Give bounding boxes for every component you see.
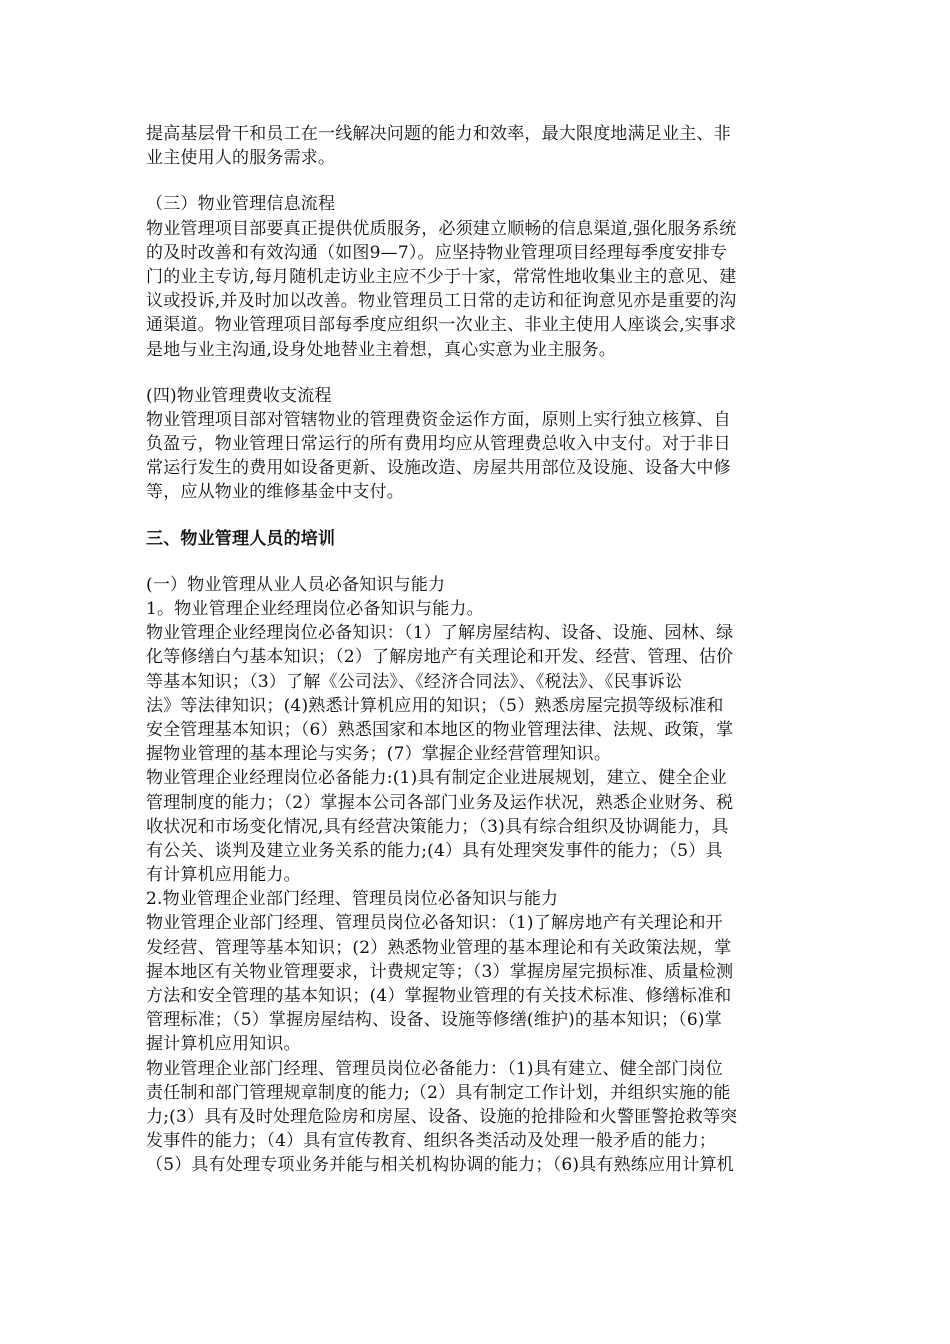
text-line: 常运行发生的费用如设备更新、设施改造、房屋共用部位及设施、设备大中修 [146, 458, 731, 479]
section-info-flow [146, 192, 814, 361]
chapter-heading: 三、物业管理人员的培训 [146, 528, 336, 549]
text-line: 有计算机应用能力。 [146, 865, 301, 886]
text-line: 门的业主专访,每月随机走访业主应不少于十家，常常性地收集业主的意见、建 [146, 266, 737, 287]
text-line: 等，应从物业的维修基金中支付。 [146, 482, 404, 503]
text-line: 提高基层骨干和员工在一线解决问题的能力和效率，最大限度地满足业主、非 [146, 124, 731, 144]
text-line: 握计算机应用知识。 [146, 1034, 301, 1055]
section-fee-flow [146, 384, 814, 505]
section-title: (一）物业管理从业人员必备知识与能力 [146, 574, 446, 595]
section-title: (四)物业管理费收支流程 [146, 385, 332, 406]
text-line: 负盈亏，物业管理日常运行的所有费用均应从管理费总收入中支付。对于非日 [146, 434, 731, 455]
text-line: 管理制度的能力；（2）掌握本公司各部门业务及运作状况，熟悉企业财务、税 [146, 792, 734, 813]
text-line: 物业管理项目部对管辖物业的管理费资金运作方面，原则上实行独立核算、自 [146, 409, 731, 430]
text-line: 有公关、谈判及建立业务关系的能力;(4）具有处理突发事件的能力；（5）具 [146, 840, 723, 861]
intro-paragraph [146, 122, 814, 170]
text-line: 物业管理企业经理岗位必备能力:(1)具有制定企业进展规划，建立、健全企业 [146, 768, 728, 789]
text-line: 发事件的能力；（4）具有宣传教育、组织各类活动及处理一般矛盾的能力； [146, 1131, 717, 1152]
document-page [146, 122, 814, 1178]
text-line: 1。物业管理企业经理岗位必备知识与能力。 [146, 599, 484, 619]
text-line: 管理标准；（5）掌握房屋结构、设备、设施等修缮(维护)的基本知识；（6)掌 [146, 1010, 722, 1031]
text-line: 业主使用人的服务需求。 [146, 148, 336, 169]
text-line: 物业管理企业部门经理、管理员岗位必备能力：（1)具有建立、健全部门岗位 [146, 1058, 723, 1079]
text-line: 收状况和市场变化情况,具有经营决策能力；（3)具有综合组织及协调能力，具 [146, 816, 729, 837]
text-line: 通渠道。物业管理项目部每季度应组织一次业主、非业主使用人座谈会,实事求 [146, 315, 737, 336]
text-line: 是地与业主沟通,设身处地替业主着想，真心实意为业主服务。 [146, 339, 617, 360]
text-line: 安全管理基本知识；（6）熟悉国家和本地区的物业管理法律、法规、政策，掌 [146, 719, 734, 740]
section-training [146, 573, 814, 1178]
text-line: 等基本知识；（3）了解《公司法》、《经济合同法》、《税法》、《民事诉讼 [146, 671, 683, 692]
text-line: 的及时改善和有效沟通（如图9—7）。应坚持物业管理项目经理每季度安排专 [146, 242, 728, 263]
text-line: 物业管理企业部门经理、管理员岗位必备知识：（1)了解房地产有关理论和开 [146, 913, 723, 934]
text-line: 物业管理项目部要真正提供优质服务，必须建立顺畅的信息渠道,强化服务系统 [146, 218, 737, 239]
text-line: 化等修缮白勺基本知识；（2）了解房地产有关理论和开发、经营、管理、估价 [146, 647, 734, 668]
text-line: （5）具有处理专项业务并能与相关机构协调的能力；（6)具有熟练应用计算机 [146, 1155, 734, 1176]
text-line: 责任制和部门管理规章制度的能力;（2）具有制定工作计划，并组织实施的能 [146, 1082, 731, 1103]
text-line: 物业管理企业经理岗位必备知识：（1）了解房屋结构、设备、设施、园林、绿 [146, 623, 734, 644]
text-line: 握本地区有关物业管理要求，计费规定等；（3）掌握房屋完损标准、质量检测 [146, 961, 734, 982]
text-line: 法》等法律知识；(4)熟悉计算机应用的知识；（5）熟悉房屋完损等级标准和 [146, 695, 724, 716]
section-title: （三）物业管理信息流程 [146, 194, 336, 215]
text-line: 握物业管理的基本理论与实务；(7）掌握企业经营管理知识。 [146, 744, 612, 765]
text-line: 方法和安全管理的基本知识；(4）掌握物业管理的有关技术标准、修缮标准和 [146, 986, 732, 1006]
text-line: 发经营、管理等基本知识；(2）熟悉物业管理的基本理论和有关政策法规，掌 [146, 937, 732, 958]
text-line: 2.物业管理企业部门经理、管理员岗位必备知识与能力 [146, 889, 559, 910]
text-line: 力;(3）具有及时处理危险房和房屋、设备、设施的抢排险和火警匪警抢救等突 [146, 1106, 738, 1127]
text-line: 议或投诉,并及时加以改善。物业管理员工日常的走访和征询意见亦是重要的沟 [146, 291, 737, 312]
